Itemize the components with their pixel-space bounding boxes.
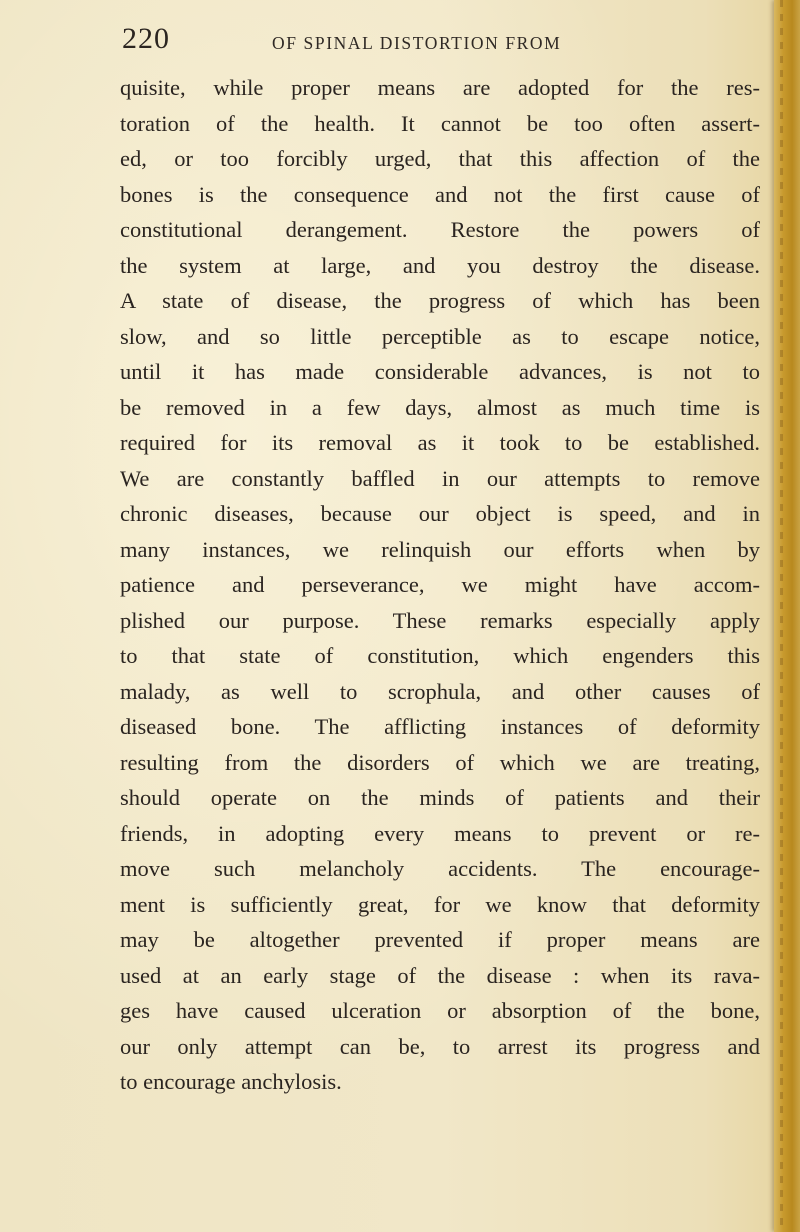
text-line: chronic diseases, because our object is speed, and in xyxy=(120,501,760,526)
text-line: diseased bone. The afflicting instances of deformity xyxy=(120,714,760,739)
text-line: patience and perseverance, we might have accom- xyxy=(120,572,760,597)
text-line: bones is the consequence and not the first cause of xyxy=(120,181,760,207)
page-number: 220 xyxy=(122,22,170,55)
text-line: malady, as well to scrophula, and other causes of xyxy=(120,678,760,704)
text-line: to that state of constitution, which engenders this xyxy=(120,643,760,668)
text-line: resulting from the disorders of which we are treating, xyxy=(120,749,760,775)
text-line: plished our purpose. These remarks especially apply xyxy=(120,607,760,633)
body-text xyxy=(120,70,760,1100)
text-line: quisite, while proper means are adopted for the res- xyxy=(120,75,760,100)
text-line: ment is sufficiently great, for we know that deformity xyxy=(120,891,760,917)
text-line: constitutional derangement. Restore the powers of xyxy=(120,217,760,242)
text-line: to encourage anchylosis. xyxy=(120,1069,342,1094)
text-line: ges have caused ulceration or absorption of the bone, xyxy=(120,998,760,1023)
text-line: move such melancholy accidents. The encourage- xyxy=(120,856,760,881)
text-line: be removed in a few days, almost as much time is xyxy=(120,394,760,420)
page-edge xyxy=(774,0,800,1232)
text-line: required for its removal as it took to be established. xyxy=(120,430,760,455)
text-line: We are constantly baffled in our attempts to remove xyxy=(120,465,760,491)
text-line: slow, and so little perceptible as to escape notice, xyxy=(120,323,760,349)
page-header xyxy=(122,22,762,62)
text-line: ed, or too forcibly urged, that this affection of the xyxy=(120,146,760,171)
text-line: used at an early stage of the disease : when its rava- xyxy=(120,962,760,988)
text-line: friends, in adopting every means to prevent or re- xyxy=(120,820,760,846)
text-line: A state of disease, the progress of which has been xyxy=(120,288,760,313)
text-line: until it has made considerable advances, is not to xyxy=(120,359,760,384)
text-line: our only attempt can be, to arrest its progress and xyxy=(120,1033,760,1059)
text-line: may be altogether prevented if proper means are xyxy=(120,927,760,952)
running-title: OF SPINAL DISTORTION FROM xyxy=(272,33,562,53)
text-line: toration of the health. It cannot be too often assert- xyxy=(120,110,760,136)
text-line: the system at large, and you destroy the disease. xyxy=(120,252,760,278)
text-line: many instances, we relinquish our efforts when by xyxy=(120,536,760,562)
text-line: should operate on the minds of patients and their xyxy=(120,785,760,810)
